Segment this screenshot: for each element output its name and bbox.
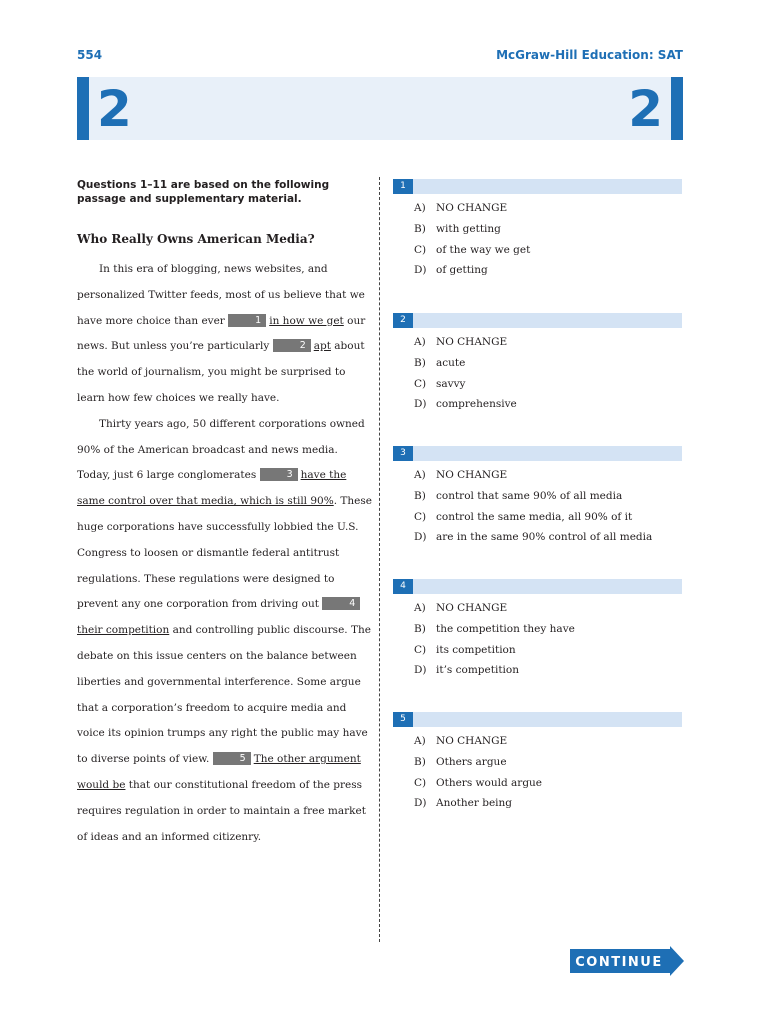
answer-option[interactable] bbox=[393, 394, 682, 415]
section-number-left: 2 bbox=[97, 80, 132, 138]
option-text: acute bbox=[436, 356, 466, 369]
text-run: Thirty years ago, 50 different corporations owned 90% of the American broadcast and news media. Today, just 6 large conglomerates bbox=[77, 417, 365, 482]
option-letter: B) bbox=[414, 622, 426, 635]
answer-option[interactable] bbox=[393, 660, 682, 681]
paragraph-1 bbox=[77, 257, 372, 412]
question-bar bbox=[393, 313, 682, 328]
answer-option[interactable] bbox=[393, 465, 682, 486]
question-number: 5 bbox=[393, 712, 413, 727]
answer-options bbox=[393, 598, 682, 681]
answer-option[interactable] bbox=[393, 353, 682, 374]
option-text: NO CHANGE bbox=[436, 202, 508, 214]
continue-button[interactable] bbox=[570, 946, 684, 976]
option-letter: B) bbox=[414, 222, 426, 235]
option-text: of the way we get bbox=[436, 243, 531, 256]
option-letter: A) bbox=[414, 735, 426, 747]
option-letter: B) bbox=[414, 489, 426, 502]
option-text: Others argue bbox=[436, 755, 507, 768]
option-text: the competition they have bbox=[436, 622, 575, 635]
option-text: are in the same 90% control of all media bbox=[436, 531, 653, 544]
question-bar bbox=[393, 446, 682, 461]
question-marker-1[interactable]: 1 bbox=[228, 314, 266, 327]
option-text: NO CHANGE bbox=[436, 602, 508, 614]
section-bar-right bbox=[671, 77, 683, 140]
question-number: 4 bbox=[393, 579, 413, 594]
underlined-phrase-2[interactable]: apt bbox=[313, 340, 331, 353]
option-text: NO CHANGE bbox=[436, 469, 508, 481]
section-bar-left bbox=[77, 77, 89, 140]
option-text: control that same 90% of all media bbox=[436, 489, 623, 502]
question-5 bbox=[393, 712, 682, 814]
question-marker-2[interactable]: 2 bbox=[273, 339, 311, 352]
option-text: savvy bbox=[436, 377, 466, 390]
option-letter: C) bbox=[414, 776, 427, 789]
answer-option[interactable] bbox=[393, 731, 682, 752]
option-letter: B) bbox=[414, 356, 426, 369]
question-bar bbox=[393, 179, 682, 194]
section-banner bbox=[77, 77, 683, 140]
text-run: about the world of journalism, you might be surprised to learn how few choices we really have. bbox=[77, 340, 365, 404]
option-text: Another being bbox=[436, 797, 512, 810]
option-text: with getting bbox=[436, 222, 501, 235]
option-letter: A) bbox=[414, 202, 426, 214]
answer-option[interactable] bbox=[393, 640, 682, 661]
option-text: comprehensive bbox=[436, 398, 517, 411]
answer-options bbox=[393, 332, 682, 415]
underlined-phrase-3[interactable]: have the same control over that media, which is still 90% bbox=[77, 469, 347, 508]
answer-option[interactable] bbox=[393, 527, 682, 548]
option-text: Others would argue bbox=[436, 776, 543, 789]
option-letter: B) bbox=[414, 755, 426, 768]
answer-option[interactable] bbox=[393, 374, 682, 395]
answer-options bbox=[393, 731, 682, 814]
underlined-phrase-1[interactable]: in how we get bbox=[269, 314, 344, 327]
passage-intro: Questions 1–11 are based on the following passage and supplementary material. bbox=[77, 179, 330, 205]
option-text: NO CHANGE bbox=[436, 735, 508, 747]
option-letter: D) bbox=[414, 531, 427, 544]
answer-options bbox=[393, 198, 682, 281]
underlined-phrase-5[interactable]: The other argument would be bbox=[77, 753, 361, 791]
option-letter: D) bbox=[414, 264, 427, 277]
question-2 bbox=[393, 313, 682, 415]
text-run: In this era of blogging, news websites, and personalized Twitter feeds, most of us believe that we have more choice than ever bbox=[77, 263, 365, 327]
answer-option[interactable] bbox=[393, 240, 682, 261]
underlined-phrase-4[interactable]: their competition bbox=[77, 624, 170, 637]
option-letter: C) bbox=[414, 510, 427, 523]
option-letter: D) bbox=[414, 797, 427, 810]
option-text: NO CHANGE bbox=[436, 336, 508, 348]
answer-option[interactable] bbox=[393, 260, 682, 281]
answer-option[interactable] bbox=[393, 219, 682, 240]
question-4 bbox=[393, 579, 682, 681]
question-marker-4[interactable]: 4 bbox=[322, 597, 360, 610]
option-letter: C) bbox=[414, 377, 427, 390]
option-text: its competition bbox=[436, 643, 516, 656]
text-run: . These huge corporations have successfully lobbied the U.S. Congress to loosen or dismantle federal antitrust regulations. These regulations were designed to prevent any one corporation from driving out bbox=[77, 495, 372, 611]
question-number: 2 bbox=[393, 313, 413, 328]
column-divider bbox=[379, 177, 380, 942]
paragraph-2 bbox=[77, 412, 372, 851]
text-run: and controlling public discourse. The debate on this issue centers on the balance between liberties and governmental interference. Some argue that a corporation’s freedom to acquire media and voice its opinion trumps any right the public may have to diverse points of view. bbox=[77, 624, 371, 766]
option-letter: A) bbox=[414, 336, 426, 348]
answer-option[interactable] bbox=[393, 332, 682, 353]
question-marker-3[interactable]: 3 bbox=[260, 468, 298, 481]
option-letter: C) bbox=[414, 243, 427, 256]
section-number-right: 2 bbox=[628, 80, 663, 138]
question-bar bbox=[393, 579, 682, 594]
option-letter: C) bbox=[414, 643, 427, 656]
option-text: control the same media, all 90% of it bbox=[436, 510, 633, 523]
answer-option[interactable] bbox=[393, 752, 682, 773]
question-number: 1 bbox=[393, 179, 413, 194]
question-3 bbox=[393, 446, 682, 548]
answer-option[interactable] bbox=[393, 598, 682, 619]
book-title: McGraw-Hill Education: SAT bbox=[496, 48, 683, 62]
question-bar bbox=[393, 712, 682, 727]
question-marker-5[interactable]: 5 bbox=[213, 752, 251, 765]
answer-option[interactable] bbox=[393, 507, 682, 528]
text-run: our news. But unless you’re particularly bbox=[77, 314, 366, 353]
option-letter: A) bbox=[414, 469, 426, 481]
question-number: 3 bbox=[393, 446, 413, 461]
text-run: that our constitutional freedom of the press requires regulation in order to maintain a free market of ideas and an informed citizenry. bbox=[77, 778, 366, 843]
answer-options bbox=[393, 465, 682, 548]
page-number: 554 bbox=[77, 48, 103, 62]
passage-text bbox=[77, 257, 372, 850]
option-text: it’s competition bbox=[436, 664, 519, 677]
option-letter: D) bbox=[414, 398, 427, 411]
continue-arrow-icon bbox=[570, 946, 684, 976]
answer-option[interactable] bbox=[393, 773, 682, 794]
option-letter: A) bbox=[414, 602, 426, 614]
passage-title: Who Really Owns American Media? bbox=[77, 232, 315, 246]
option-letter: D) bbox=[414, 664, 427, 677]
continue-label: CONTINUE bbox=[575, 955, 663, 970]
option-text: of getting bbox=[436, 264, 488, 277]
answer-option[interactable] bbox=[393, 793, 682, 814]
answer-option[interactable] bbox=[393, 486, 682, 507]
answer-option[interactable] bbox=[393, 619, 682, 640]
question-1 bbox=[393, 179, 682, 281]
answer-option[interactable] bbox=[393, 198, 682, 219]
